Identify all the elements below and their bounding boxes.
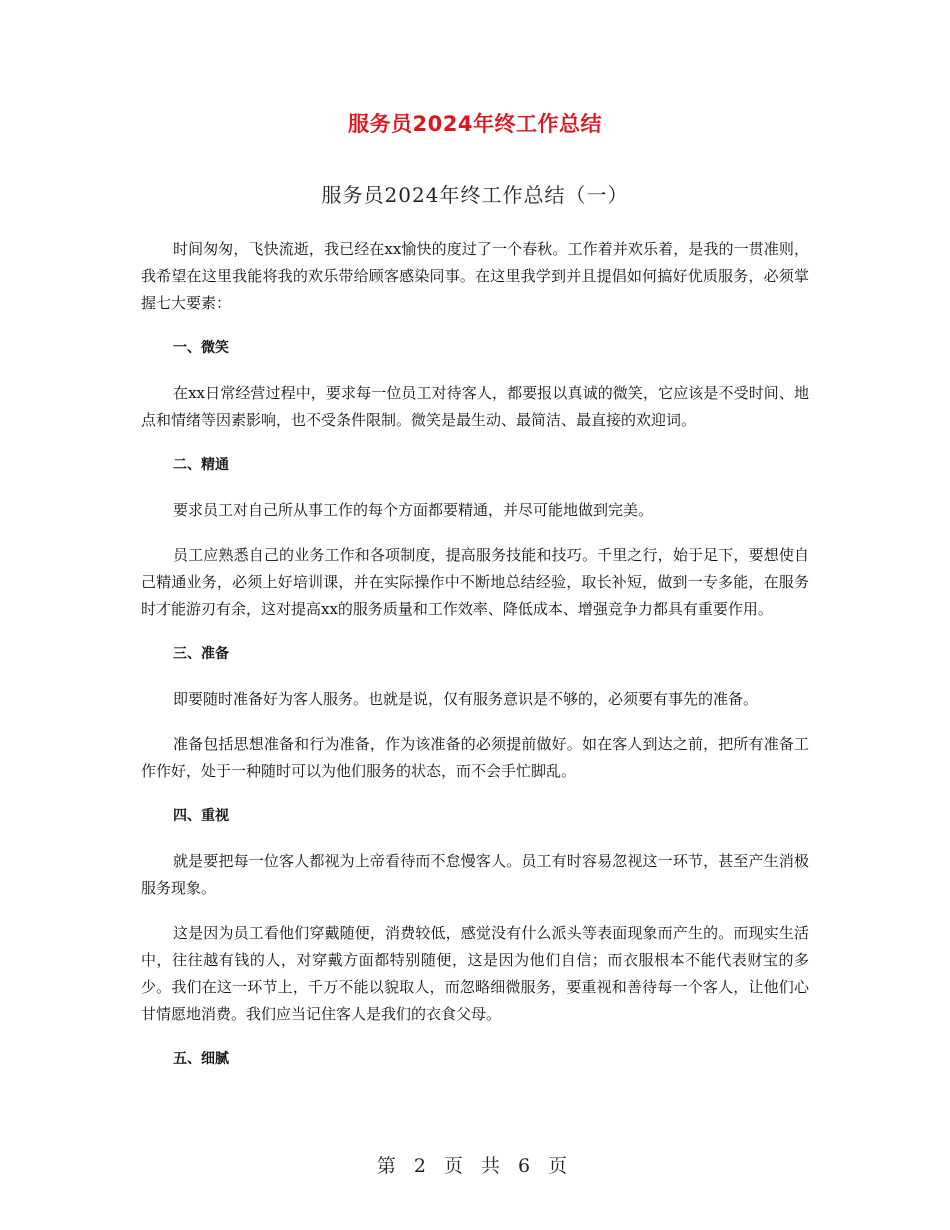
document-title: 服务员2024年终工作总结 — [348, 112, 602, 136]
paragraph: 要求员工对自己所从事工作的每个方面都要精通，并尽可能地做到完美。 — [173, 501, 654, 519]
paragraph: 这是因为员工看他们穿戴随便，消费较低，感觉没有什么派头等表面现象而产生的。而现实生活中，往往越有钱的人，对穿戴方面都特别随便，这是因为他们自信；而衣服根本不能代表财宝的多少。我们在这一环节上，千万不能以貌取人，而忽略细微服务，要重视和善待每一个客人，让他们心甘情愿地消费。我们应当记住客人是我们的衣食父母。 — [141, 924, 809, 1023]
paragraph: 时间匆匆，飞快流逝，我已经在xx愉快的度过了一个春秋。工作着并欢乐着，是我的一贯准则，我希望在这里我能将我的欢乐带给顾客感染同事。在这里我学到并且提倡如何搞好优质服务，必须掌握七大要素： — [141, 240, 809, 312]
paragraph: 就是要把每一位客人都视为上帝看待而不怠慢客人。员工有时容易忽视这一环节，甚至产生消极服务现象。 — [141, 852, 809, 897]
section-heading: 二、精通 — [173, 457, 229, 473]
page-number: 第 2 页 共 6 页 — [376, 1155, 574, 1177]
paragraph: 员工应熟悉自己的业务工作和各项制度，提高服务技能和技巧。千里之行，始于足下，要想使自己精通业务，必须上好培训课，并在实际操作中不断地总结经验，取长补短，做到一专多能，在服务时才能游刃有余，这对提高xx的服务质量和工作效率、降低成本、增强竞争力都具有重要作用。 — [141, 546, 809, 618]
section-subtitle: 服务员2024年终工作总结（一） — [321, 183, 629, 207]
paragraph: 即要随时准备好为客人服务。也就是说，仅有服务意识是不够的，必须要有事先的准备。 — [173, 690, 759, 708]
document-body — [141, 236, 809, 1091]
section-heading: 五、细腻 — [173, 1051, 229, 1067]
paragraph: 在xx日常经营过程中，要求每一位员工对待客人，都要报以真诚的微笑，它应该是不受时间、地点和情绪等因素影响，也不受条件限制。微笑是最生动、最简洁、最直接的欢迎词。 — [141, 384, 809, 429]
paragraph: 准备包括思想准备和行为准备，作为该准备的必须提前做好。如在客人到达之前，把所有准备工作作好，处于一种随时可以为他们服务的状态，而不会手忙脚乱。 — [141, 735, 809, 780]
section-heading: 四、重视 — [173, 808, 229, 824]
section-heading: 三、准备 — [173, 646, 229, 662]
section-heading: 一、微笑 — [173, 340, 229, 356]
